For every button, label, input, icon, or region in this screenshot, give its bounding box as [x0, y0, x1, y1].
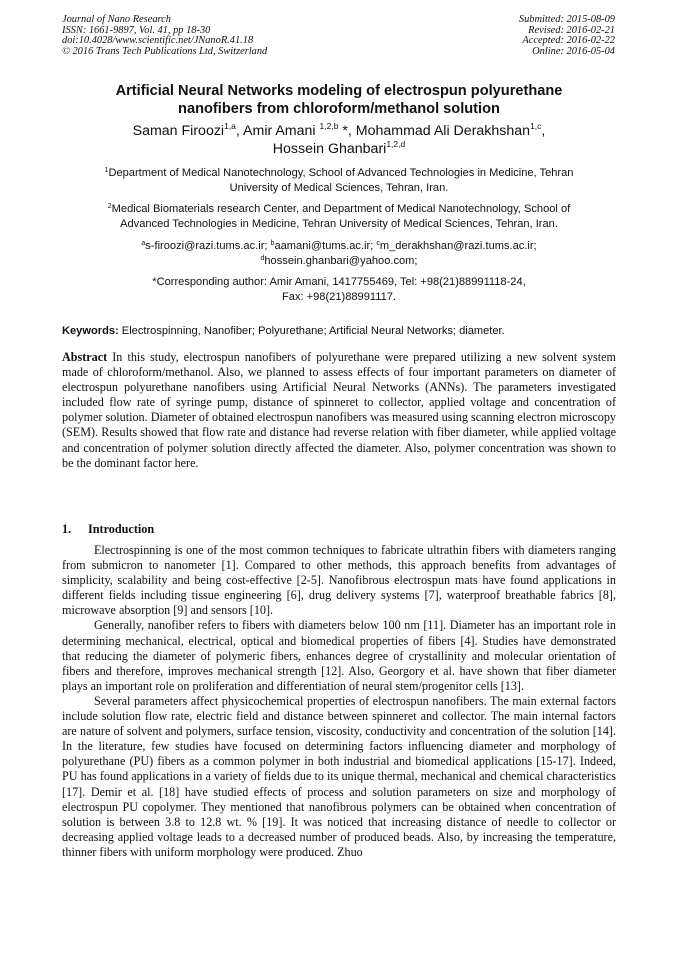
paragraph: Several parameters affect physicochemical properties of electrospun nanofibers. The main external factors include solution flow rate, electric field and distance between spinneret and collector. The main internal factors are nature of solvent and polymers, surface tension, viscosity, conductivity and concentration of the solution [14]. In the literature, few studies have focused on determining factors influencing diameter and morphology of polyurethane (PU) fibers as a common polymer in both industrial and biomedical applications [15-17]. Indeed, PU has found applications in a variety of fields due to its unique thermal, mechanical and chemical characteristics [17]. Demir et al. [18] have studied effects of process and solution parameters on size and morphology of electrospun PU copolymer. They mentioned that nanofibrous polymers can be obtained when concentration of solution is between 3.8 to 12.8 wt. % [19]. It was noticed that increasing distance of needle to collector or decreasing applied voltage leads to a decreased number of produced beads. Also, by increasing the temperature, thinner fibers with uniform morphology were produced. Zhuo	[62, 693, 616, 859]
affiliation-text: Medical Biomaterials research Center, and Department of Medical Nanotechnology, School of	[111, 203, 571, 215]
author-emails	[62, 239, 616, 269]
paper-title	[62, 83, 616, 118]
keywords	[62, 324, 505, 338]
author-separator: ,	[235, 123, 244, 139]
date-online: Online: 2016-05-04	[532, 45, 615, 57]
author-affiliation-marker: 1,2,b	[319, 121, 339, 131]
journal-issn: ISSN: 1661-9897, Vol. 41, pp 18-30	[62, 24, 211, 36]
author-affiliation-marker: 1,c	[530, 121, 542, 131]
paragraph: Electrospinning is one of the most common techniques to fabricate ultrathin fibers with diameters ranging from submicron to nanometer [1]. Compared to other methods, this approach benefits from advantages of simplicity, scalability and being cost-effective [2-5]. Nanofibrous electrospun mats have found applications in different fields including tissue engineering [6], drug delivery systems [7], waterproof breathable fabrics [8], microwave absorption [9] and sensors [10].	[62, 543, 616, 618]
email-link[interactable]: m_derakhshan@razi.tums.ac.ir;	[379, 240, 537, 252]
section-title: Introduction	[88, 522, 155, 536]
email-marker: a	[141, 240, 146, 247]
affiliation-marker: 2	[107, 203, 112, 210]
affiliation-text: University of Medical Sciences, Tehran, Iran.	[229, 182, 449, 195]
title-line-2: nanofibers from chloroform/methanol solution	[178, 100, 500, 117]
date-submitted: Submitted: 2015-08-09	[518, 14, 615, 25]
introduction-body	[62, 543, 616, 860]
affiliation-1	[62, 166, 616, 196]
journal-doi: doi:10.4028/www.scientific.net/JNanoR.41.18	[62, 35, 254, 47]
author-name: Mohammad Ali Derakhshan	[355, 123, 531, 139]
author-affiliation-marker: 1,a	[224, 121, 236, 131]
email-link[interactable]: hossein.ghanbari@yahoo.com;	[264, 255, 418, 268]
email-marker: c	[376, 240, 380, 247]
dates-header	[519, 15, 615, 57]
journal-copyright: © 2016 Trans Tech Publications Ltd, Switzerland	[62, 45, 268, 57]
corresponding-author	[62, 275, 616, 305]
affiliation-text: Advanced Technologies in Medicine, Tehran University of Medical Sciences, Tehran, Iran.	[120, 218, 558, 231]
email-marker: d	[260, 255, 265, 263]
affiliation-marker: 1	[104, 167, 109, 174]
author-list	[62, 122, 616, 158]
email-marker: b	[270, 240, 275, 247]
paragraph: Generally, nanofiber refers to fibers with diameters below 100 nm [11]. Diameter has an important role in determining mechanical, electrical, optical and biomedical properties of fibers [4]. Studies have demonstrated that reducing the diameter of polymeric fibers, enhances degree of crystallinity and molecular orientation of fibers and therefore, improves mechanical strength [12]. Also, Georgory et al. have shown that fiber diameter plays an important role on proliferation and differentiation of neural stem/progenitor cells [13].	[62, 618, 616, 693]
date-accepted: Accepted: 2016-02-22	[522, 35, 615, 47]
corresponding-line-1: *Corresponding author: Amir Amani, 1417755469, Tel: +98(21)88991118-24,	[152, 276, 526, 288]
abstract-label: Abstract	[62, 350, 108, 364]
author-separator: ,	[541, 123, 546, 139]
keywords-text: Electrospinning, Nanofiber; Polyurethane; Artificial Neural Networks; diameter.	[118, 325, 505, 337]
email-link[interactable]: aamani@tums.ac.ir;	[274, 240, 377, 252]
section-heading-introduction	[62, 522, 154, 537]
abstract	[62, 350, 616, 471]
section-number: 1.	[62, 522, 72, 536]
affiliation-2	[62, 202, 616, 232]
affiliation-text: Department of Medical Nanotechnology, School of Advanced Technologies in Medicine, Tehran	[108, 167, 574, 179]
author-affiliation-marker: 1,2,d	[386, 139, 406, 150]
abstract-text: In this study, electrospun nanofibers of polyurethane were prepared utilizing a new solvent system made of chloroform/methanol. Also, we planned to assess effects of four important parameters on diameter of electrospun polyurethane nanofibers using Artificial Neural Networks (ANNs). The parameters investigated included flow rate of syringe pump, distance of spinneret to collector, applied voltage and concentration of polymer solution. Diameter of obtained electrospun nanofibers was measured using scanning electron microscopy (SEM). Results showed that flow rate and distance had reverse relation with fiber diameter, while applied voltage and concentration of polymer solution directly affected the diameter. Also, polymer concentration was shown to be the dominant factor here.	[62, 350, 616, 470]
journal-info-header	[62, 15, 267, 57]
author-name: Amir Amani	[243, 123, 320, 139]
author-name: Hossein Ghanbari	[272, 141, 387, 158]
corresponding-line-2: Fax: +98(21)88991117.	[282, 291, 396, 304]
author-name: Saman Firoozi	[132, 123, 225, 139]
email-link[interactable]: s-firoozi@razi.tums.ac.ir;	[145, 240, 271, 252]
keywords-label: Keywords:	[62, 325, 119, 337]
title-line-1: Artificial Neural Networks modeling of electrospun polyurethane	[115, 83, 563, 99]
journal-name: Journal of Nano Research	[62, 14, 171, 25]
date-revised: Revised: 2016-02-21	[528, 24, 615, 36]
author-separator: *,	[338, 123, 356, 139]
